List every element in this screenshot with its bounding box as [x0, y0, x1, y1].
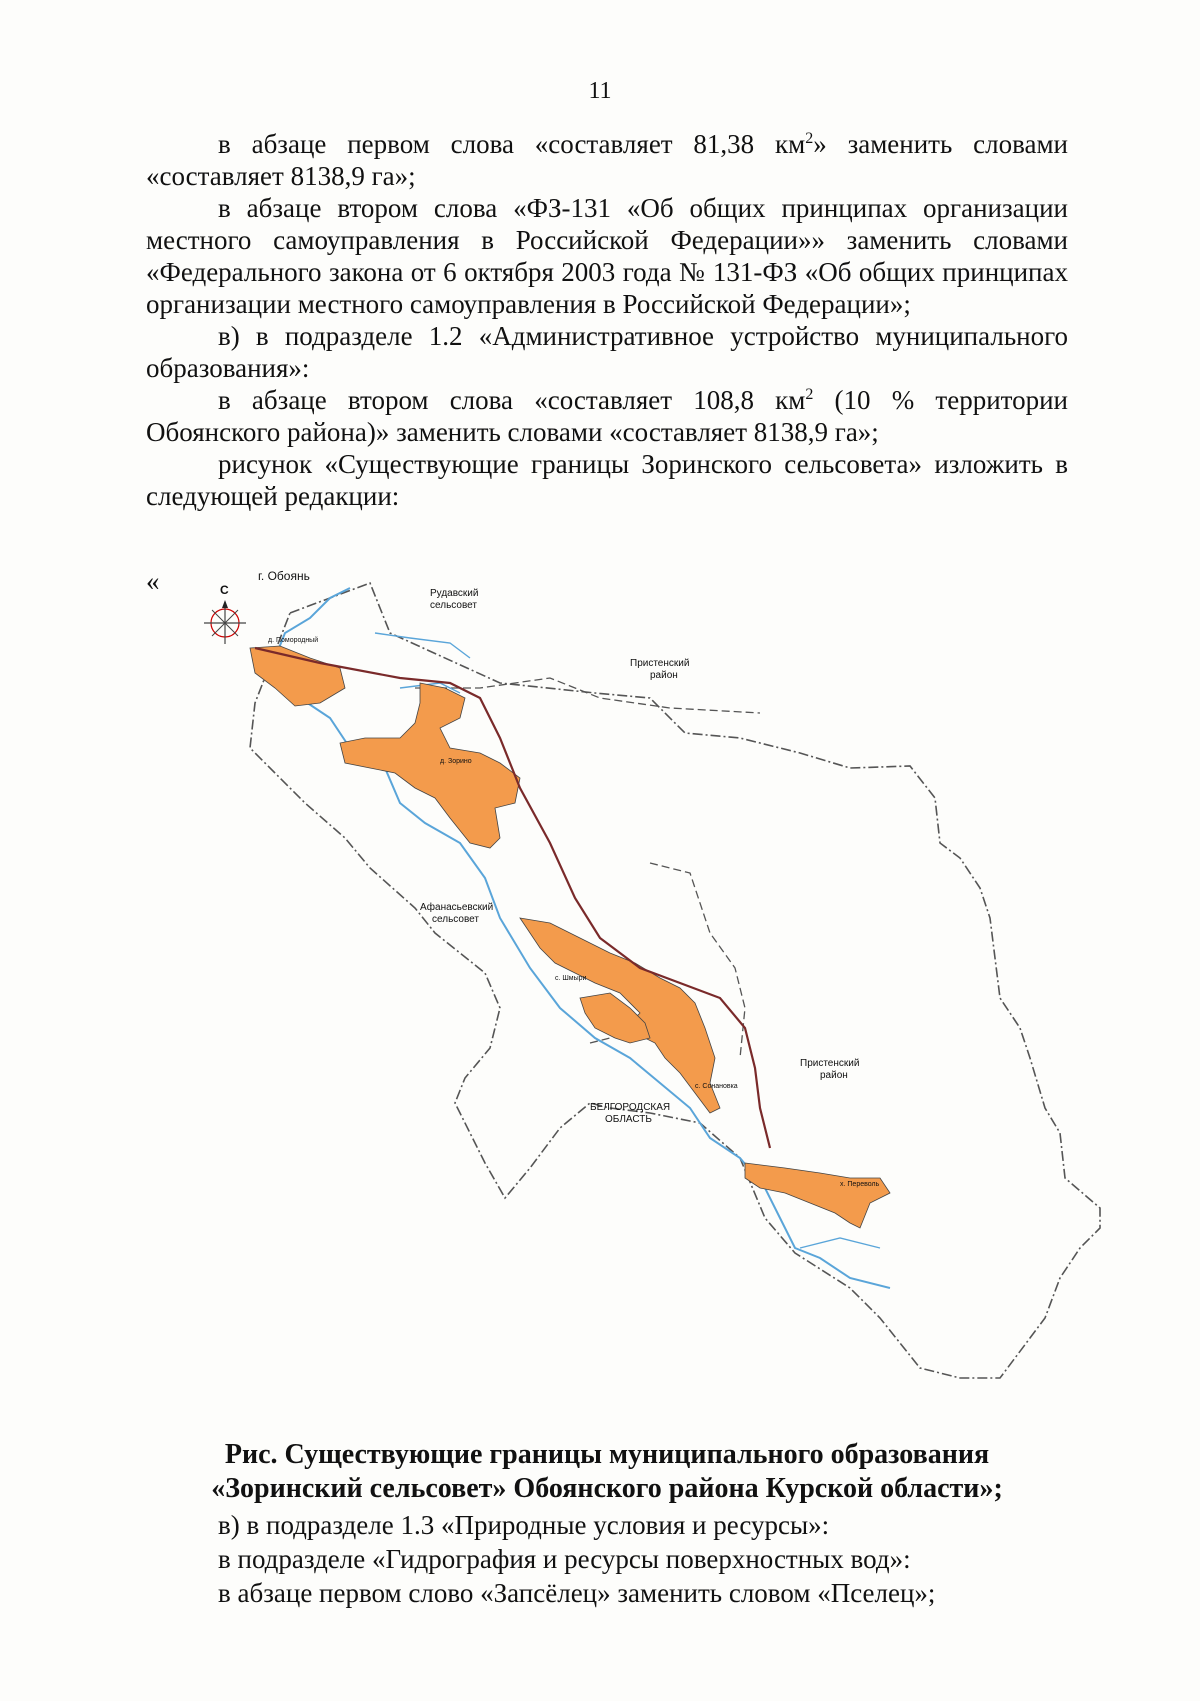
caption-line-1: Рис. Существующие границы муниципального образования: [224, 1439, 990, 1470]
map-svg: [200, 569, 1080, 1428]
label-pomorodny: д. Помородный: [268, 637, 319, 644]
compass-icon: [204, 583, 246, 644]
caption-line-2: «Зоринский сельсовет» Обоянского района Курской области»;: [211, 1473, 1003, 1504]
opening-quote: «: [146, 566, 160, 596]
label-pristensky-right-1: Пристенский: [800, 1058, 860, 1069]
river-branch-1: [375, 633, 470, 658]
label-rudavsky-2: сельсовет: [430, 600, 477, 611]
paragraph-1-tail: » заменить словами «составляет 8138,9 га»;: [146, 129, 1068, 191]
label-belgorod-1: БЕЛГОРОДСКАЯ: [590, 1102, 671, 1113]
territory-map: [200, 569, 1080, 1428]
label-perekhod: х. Переволь: [840, 1181, 880, 1188]
paragraph-1-text: в абзаце первом слова «составляет 81,38 км: [218, 129, 806, 159]
label-afanasyevsky-1: Афанасьевский: [420, 902, 494, 913]
after-paragraph-1: в) в подразделе 1.3 «Природные условия и ресурсы»:: [218, 1510, 830, 1540]
label-sonanovka: с. Сонановка: [695, 1083, 738, 1090]
paragraph-5: рисунок «Существующие границы Зоринского сельсовета» изложить в следующей редакции:: [146, 449, 1068, 511]
figure-caption: [146, 1438, 1068, 1506]
territory-perekhod: [745, 1163, 890, 1228]
paragraph-3: в) в подразделе 1.2 «Административное устройство муниципального образования»:: [146, 321, 1068, 383]
label-oboyan: г. Обоянь: [258, 569, 310, 583]
after-text: [146, 1508, 1068, 1610]
label-pristensky-top-1: Пристенский: [630, 658, 690, 669]
compass-letter: С: [220, 583, 229, 597]
river-branch-3: [800, 1238, 880, 1248]
paragraph-4: [146, 384, 1068, 448]
superscript: 2: [805, 386, 814, 403]
superscript: 2: [805, 130, 814, 147]
paragraph-1: [146, 128, 1068, 192]
label-shmyri: с. Шмыри: [555, 975, 587, 982]
label-afanasyevsky-2: сельсовет: [432, 914, 479, 925]
after-paragraph-2: в подразделе «Гидрография и ресурсы поверхностных вод»:: [218, 1544, 911, 1574]
body-text: [146, 128, 1068, 512]
label-pristensky-right-2: район: [820, 1070, 848, 1081]
paragraph-2: в абзаце втором слова «ФЗ-131 «Об общих принципах организации местного самоуправления в Российской Федерации»» заменить словами «Федерального закона от 6 октября 2003 года № 131-ФЗ «Об общих принципах организации местного самоуправления в Российской Федерации»;: [146, 193, 1068, 319]
label-belgorod-2: ОБЛАСТЬ: [605, 1114, 652, 1125]
paragraph-4-text: в абзаце втором слова «составляет 108,8 км: [218, 385, 806, 415]
label-rudavsky-1: Рудавский: [430, 588, 479, 599]
label-pristensky-top-2: район: [650, 670, 678, 681]
paragraph-4-tail: (10 % территории Обоянского района)» заменить словами «составляет 8138,9 га»;: [146, 385, 1068, 447]
page-number: 11: [588, 78, 612, 104]
label-zorino: д. Зорино: [440, 758, 472, 765]
territory-zorino: [340, 683, 520, 848]
inner-boundary-1: [415, 678, 760, 713]
after-paragraph-3: в абзаце первом слово «Запсёлец» заменить словом «Пселец»;: [218, 1578, 936, 1608]
territory-north: [250, 646, 345, 706]
